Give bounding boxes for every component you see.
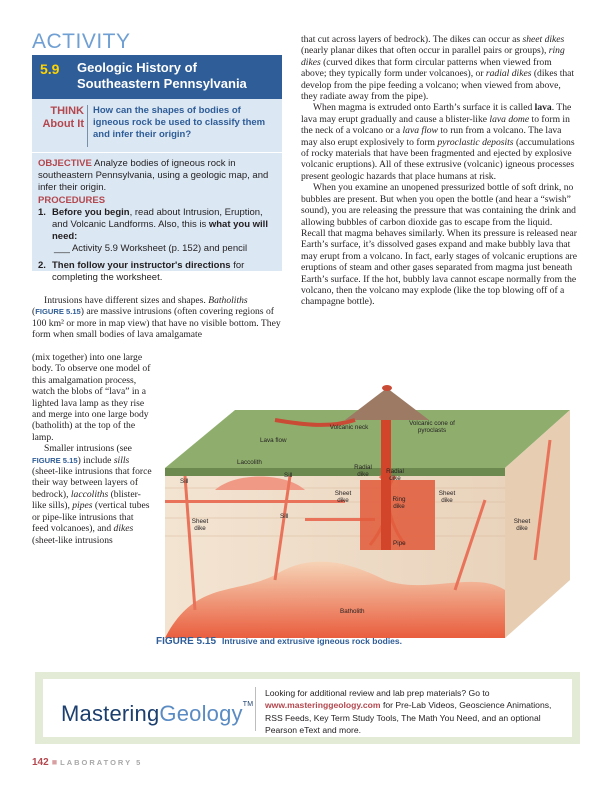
body-text-left-narrow: (mix together) into one large body. To observe one model of this amalgamation process, watch the blobs of “lava” in a lighted lava lamp as they rise and merge into one large body (batholith) at the top of the lamp. Smaller intrusions (see FIGURE 5.15) include sills (sheet-like intrusions that force their way between layers of bedrock), laccoliths (blister-like sills), pipes (vertical tubes or pipe-like intrusions that feed volcanoes), and dikes (sheet-like intrusions (32, 352, 152, 546)
label-volcanic-neck: Volcanic neck (329, 424, 369, 431)
figure-number: FIGURE 5.15 (156, 636, 217, 647)
objective-label: OBJECTIVE (38, 158, 92, 169)
mastering-geology-link[interactable]: www.masteringgeology.com (265, 700, 381, 711)
label-radial-dike: Radial dike (386, 468, 404, 482)
label-radial-dike: Radial dike (354, 464, 372, 478)
figure-reference[interactable]: FIGURE 5.15 (32, 455, 78, 465)
activity-title: Geologic History of Southeastern Pennsylvania (77, 60, 247, 91)
label-sill: Sill (284, 472, 293, 479)
ad-panel (43, 679, 572, 737)
figure-caption-text: Intrusive and extrusive igneous rock bodies. (222, 636, 403, 646)
label-sheet-dike: Sheet dike (334, 490, 352, 504)
volcanic-cone (345, 388, 429, 420)
figure-caption (156, 636, 402, 647)
activity-number: 5.9 (40, 61, 60, 77)
mastering-geology-logo: MasteringGeology™ (61, 701, 254, 726)
objective-text: Analyze bodies of igneous rock in southeastern Pennsylvania, using a geologic map, and infer their origin. (38, 158, 269, 193)
figure-reference[interactable]: FIGURE 5.15 (35, 307, 81, 317)
label-sill: Sill (180, 478, 189, 485)
activity-title-bar (32, 55, 282, 99)
pipe-shape (381, 420, 391, 550)
bullet-icon: ■ (51, 757, 58, 767)
section-number: 5 (136, 758, 143, 767)
block-diagram (155, 380, 575, 640)
think-box (32, 99, 282, 283)
divider (87, 105, 88, 147)
label-lava-flow: Lava flow (260, 437, 287, 444)
label-sheet-dike: Sheet dike (513, 518, 531, 532)
divider (255, 687, 256, 731)
think-question: How can the shapes of bodies of igneous rock be used to classify them and infer their origin? (93, 105, 266, 140)
label-pipe: Pipe (393, 540, 406, 547)
page-number: 142 (32, 757, 49, 768)
body-text-right: that cut across layers of bedrock). The dikes can occur as sheet dikes (nearly planar dikes that often occur in parallel pairs or groups), ring dikes (curved dikes that form circular patterns when viewed from above; they typically form under volcanoes), or radial dikes (dikes that develop from the pipe feeding a volcano; when viewed from above, they radiate away from the pipe). When magma is extruded onto Earth’s surface it is called lava. The lava may erupt gradually and cause a blister-like lava dome to form in the neck of a volcano or a lava flow to run from a volcano. The lava may also erupt explosively to form pyroclastic deposits (accumulations of rocky materials that have been fragmented and ejected by explosive volcanic eruptions). All of these extrusive (volcanic) igneous processes present geologic hazards that place humans at risk. When you examine an unopened pressurized bottle of soft drink, no bubbles are present. But when you open the bottle (and hear a “swish” sound), you are releasing the pressure that was containing the drink and allowing bubbles of carbon dioxide gas to escape from the liquid. Recall that magma behaves similarly. When its pressure is released near Earth’s surface, it’s dissolved gases expand and make bubbly lava that may erupt from a volcano. In fact, early stages of volcanic eruptions are eruptions of steam and other gases separated from magma just beneath Earth’s surface. If the hot, bubbly lava cannot escape normally from the volcano, then the volcano may explode (like the top blowing off of a champagne bottle). (301, 34, 577, 308)
igneous-bodies-figure (155, 380, 575, 640)
surface-edge (165, 468, 505, 476)
section-label: LABORATORY (60, 758, 133, 767)
label-ring-dike: Ring dike (392, 496, 406, 510)
label-batholith: Batholith (340, 608, 365, 615)
procedure-item: 1. Before you begin, read about Intrusion, Eruption, and Volcanic Landforms. Also, this is what you will need: ___ Activity 5.9 Worksheet (p. 152) and pencil (38, 207, 268, 254)
body-text-left: Intrusions have different sizes and shapes. Batholiths (FIGURE 5.15) are massive intrusions (often covering regions of 100 km² or more in map view) that have no visible bottom. They form when small bodies of lava amalgamate (32, 295, 281, 341)
crater (382, 385, 392, 391)
worksheet-checklist: ___ Activity 5.9 Worksheet (p. 152) and pencil (54, 243, 248, 254)
label-sill: Sill (280, 513, 289, 520)
label-laccolith: Laccolith (237, 459, 262, 466)
label-sheet-dike: Sheet dike (438, 490, 456, 504)
procedures-heading: PROCEDURES (38, 195, 106, 206)
ad-text: Looking for additional review and lab prep materials? Go to www.masteringgeology.com for Pre-Lab Videos, Geoscience Animations, RSS Feeds, Key Term Study Tools, The Math You Need, and an optional Pearson eText and more. (265, 688, 552, 735)
page-footer (32, 757, 142, 768)
think-label: THINK About It (42, 105, 84, 130)
label-sheet-dike: Sheet dike (191, 518, 209, 532)
label-volcanic-cone: Volcanic cone of pyroclasts (409, 420, 455, 434)
procedures-list (38, 207, 278, 289)
mastering-geology-ad (35, 672, 580, 744)
objective (38, 158, 278, 194)
activity-label: ACTIVITY (32, 30, 131, 53)
sill-shape (165, 500, 345, 503)
divider (32, 152, 282, 153)
procedure-item: 2. Then follow your instructor's directions for completing the worksheet. (38, 260, 245, 283)
